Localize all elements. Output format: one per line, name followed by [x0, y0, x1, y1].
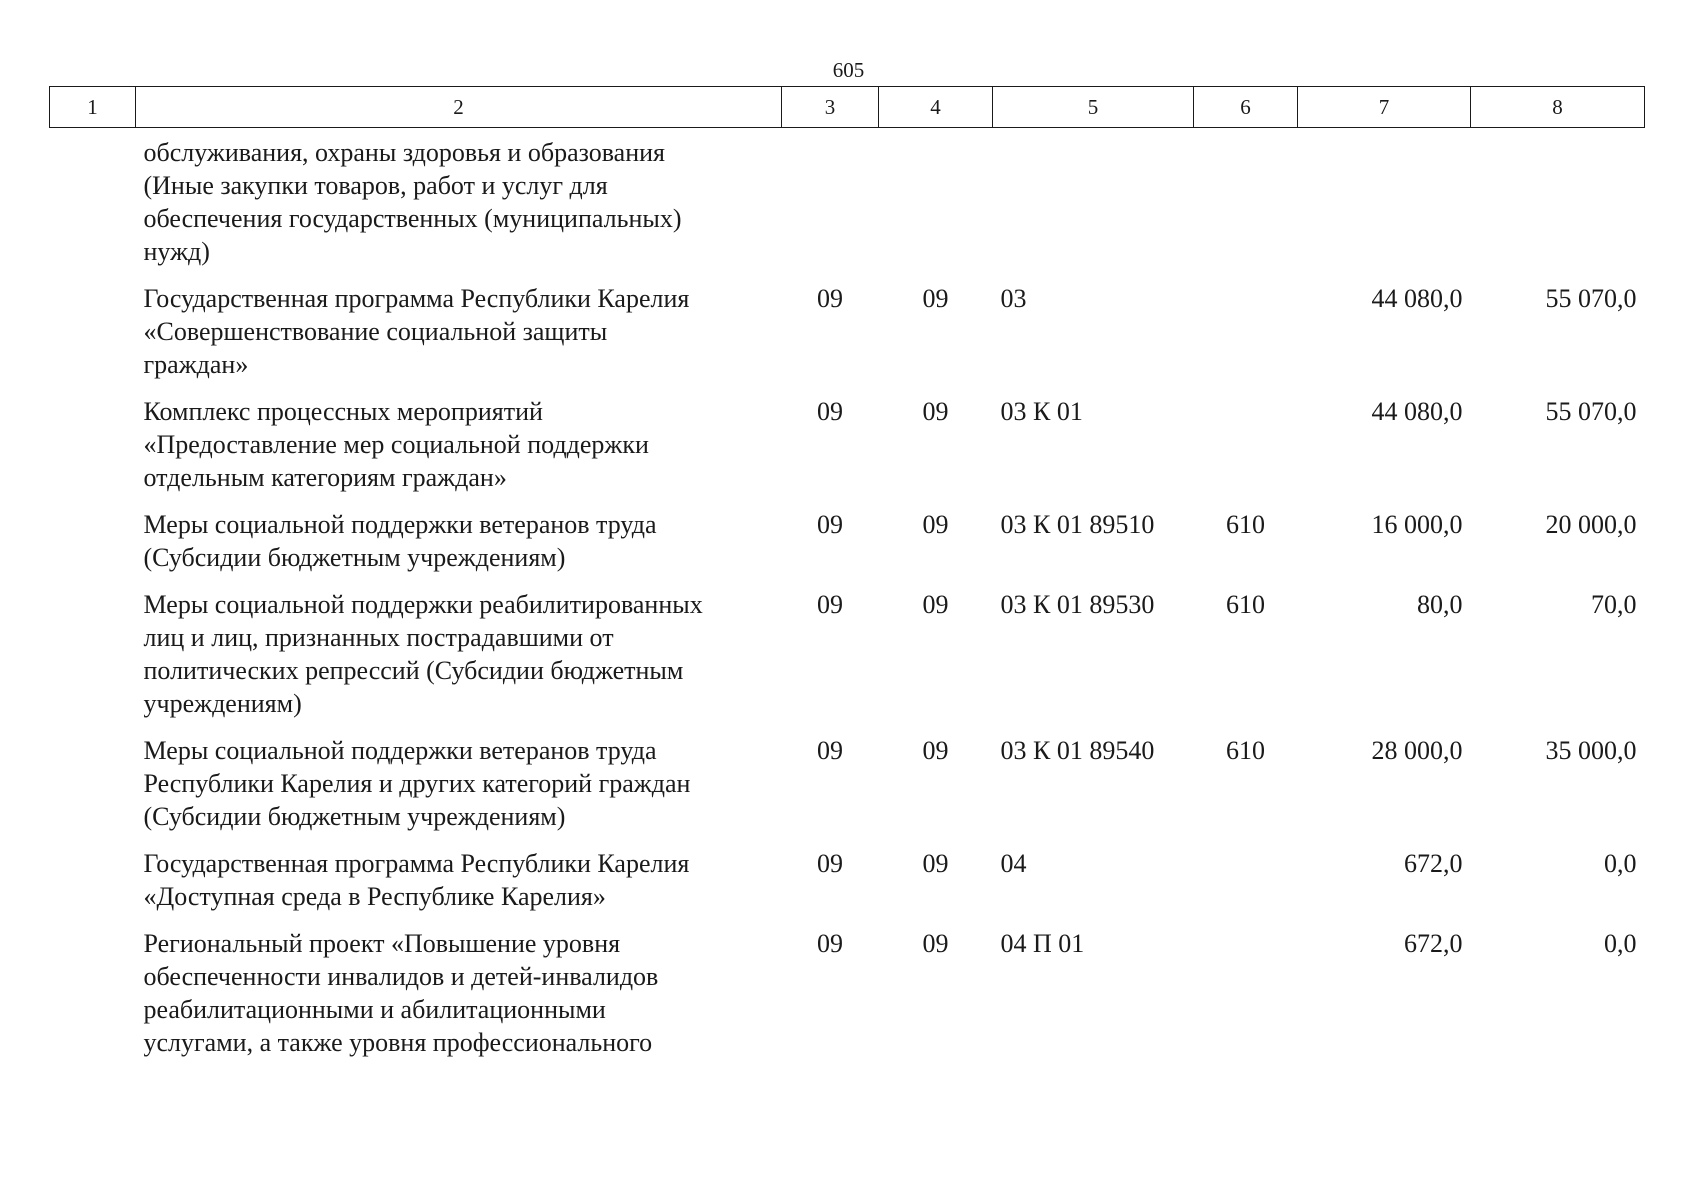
table-row — [50, 913, 1645, 1059]
description-line: Комплекс процессных мероприятий — [143, 397, 543, 426]
target-article-code: 04 П 01 — [1000, 929, 1085, 958]
row-number-cell — [50, 268, 136, 381]
expense-type-code — [1194, 913, 1298, 1059]
row-number-cell — [50, 913, 136, 1059]
target-article-code: 03 К 01 89510 — [1000, 510, 1155, 539]
row-description — [136, 268, 782, 381]
amount-year-1: 672,0 — [1404, 929, 1463, 958]
row-number-cell — [50, 128, 136, 269]
amount-year-1: 16 000,0 — [1371, 510, 1463, 539]
description-line: (Субсидии бюджетным учреждениям) — [143, 802, 566, 831]
section-code: 09 — [817, 590, 843, 619]
row-number-cell — [50, 833, 136, 913]
description-line: Меры социальной поддержки реабилитированных — [143, 590, 703, 619]
description-line: Государственная программа Республики Карелия — [143, 284, 690, 313]
table-body — [50, 128, 1645, 1060]
target-article-code: 03 К 01 89530 — [1000, 590, 1155, 619]
description-line: реабилитационными и абилитационными — [143, 995, 606, 1024]
description-line: нужд) — [143, 237, 210, 266]
column-header-3: 3 — [782, 87, 879, 128]
amount-year-1: 672,0 — [1404, 849, 1463, 878]
column-number-header-row — [50, 87, 1645, 128]
row-description — [136, 833, 782, 913]
column-header-4: 4 — [879, 87, 993, 128]
row-number-cell — [50, 381, 136, 494]
subsection-code — [879, 128, 993, 269]
subsection-code: 09 — [922, 397, 949, 426]
description-line: Региональный проект «Повышение уровня — [143, 929, 621, 958]
table-row — [50, 494, 1645, 574]
table-row — [50, 268, 1645, 381]
amount-year-2: 0,0 — [1604, 849, 1637, 878]
amount-year-2: 55 070,0 — [1545, 397, 1637, 426]
section-code — [782, 128, 879, 269]
column-header-7: 7 — [1298, 87, 1471, 128]
amount-year-1: 28 000,0 — [1371, 736, 1463, 765]
description-line: политических репрессий (Субсидии бюджетным — [143, 656, 684, 685]
column-header-2: 2 — [136, 87, 782, 128]
target-article-code — [993, 128, 1194, 269]
section-code: 09 — [817, 736, 843, 765]
section-code: 09 — [817, 510, 843, 539]
column-header-6: 6 — [1194, 87, 1298, 128]
amount-year-2: 20 000,0 — [1545, 510, 1637, 539]
amount-year-2: 35 000,0 — [1545, 736, 1637, 765]
row-description — [136, 381, 782, 494]
row-number-cell — [50, 720, 136, 833]
table-row — [50, 574, 1645, 720]
description-line: (Иные закупки товаров, работ и услуг для — [143, 171, 608, 200]
expense-type-code — [1194, 128, 1298, 269]
description-line: «Предоставление мер социальной поддержки — [143, 430, 649, 459]
row-number-cell — [50, 574, 136, 720]
section-code: 09 — [817, 397, 843, 426]
row-description — [136, 720, 782, 833]
row-description — [136, 128, 782, 269]
subsection-code: 09 — [922, 849, 949, 878]
amount-year-2: 70,0 — [1591, 590, 1637, 619]
expense-type-code — [1194, 833, 1298, 913]
description-line: отдельным категориям граждан» — [143, 463, 507, 492]
budget-table — [49, 86, 1645, 1059]
amount-year-1: 80,0 — [1417, 590, 1463, 619]
amount-year-1 — [1298, 128, 1471, 269]
description-line: обслуживания, охраны здоровья и образования — [143, 138, 665, 167]
target-article-code: 03 К 01 89540 — [1000, 736, 1155, 765]
target-article-code: 03 К 01 — [1000, 397, 1083, 426]
description-line: Меры социальной поддержки ветеранов труда — [143, 736, 657, 765]
table-row — [50, 381, 1645, 494]
section-code: 09 — [817, 849, 843, 878]
description-line: учреждениям) — [143, 689, 302, 718]
description-line: Республики Карелия и других категорий граждан — [143, 769, 691, 798]
description-line: «Доступная среда в Республике Карелия» — [143, 882, 606, 911]
column-header-8: 8 — [1471, 87, 1645, 128]
column-header-1: 1 — [50, 87, 136, 128]
target-article-code: 03 — [1000, 284, 1027, 313]
description-line: граждан» — [143, 350, 249, 379]
target-article-code: 04 — [1000, 849, 1027, 878]
description-line: услугами, а также уровня профессионального — [143, 1028, 653, 1057]
description-line: «Совершенствование социальной защиты — [143, 317, 608, 346]
description-line: лиц и лиц, признанных пострадавшими от — [143, 623, 614, 652]
amount-year-2 — [1471, 128, 1645, 269]
row-description — [136, 494, 782, 574]
description-line: обеспечения государственных (муниципальных) — [143, 204, 682, 233]
subsection-code: 09 — [922, 284, 949, 313]
amount-year-2: 55 070,0 — [1545, 284, 1637, 313]
table-row — [50, 128, 1645, 269]
subsection-code: 09 — [922, 929, 949, 958]
expense-type-code — [1194, 268, 1298, 381]
section-code: 09 — [817, 929, 843, 958]
subsection-code: 09 — [922, 736, 949, 765]
description-line: Государственная программа Республики Карелия — [143, 849, 690, 878]
subsection-code: 09 — [922, 590, 949, 619]
expense-type-code: 610 — [1226, 590, 1265, 619]
amount-year-2: 0,0 — [1604, 929, 1637, 958]
amount-year-1: 44 080,0 — [1371, 284, 1463, 313]
column-header-5: 5 — [993, 87, 1194, 128]
description-line: (Субсидии бюджетным учреждениям) — [143, 543, 566, 572]
subsection-code: 09 — [922, 510, 949, 539]
row-number-cell — [50, 494, 136, 574]
expense-type-code: 610 — [1226, 510, 1265, 539]
row-description — [136, 913, 782, 1059]
amount-year-1: 44 080,0 — [1371, 397, 1463, 426]
section-code: 09 — [817, 284, 843, 313]
description-line: Меры социальной поддержки ветеранов труда — [143, 510, 657, 539]
table-row — [50, 720, 1645, 833]
page-number: 605 — [832, 58, 865, 82]
expense-type-code — [1194, 381, 1298, 494]
description-line: обеспеченности инвалидов и детей-инвалидов — [143, 962, 659, 991]
table-row — [50, 833, 1645, 913]
expense-type-code: 610 — [1226, 736, 1265, 765]
row-description — [136, 574, 782, 720]
